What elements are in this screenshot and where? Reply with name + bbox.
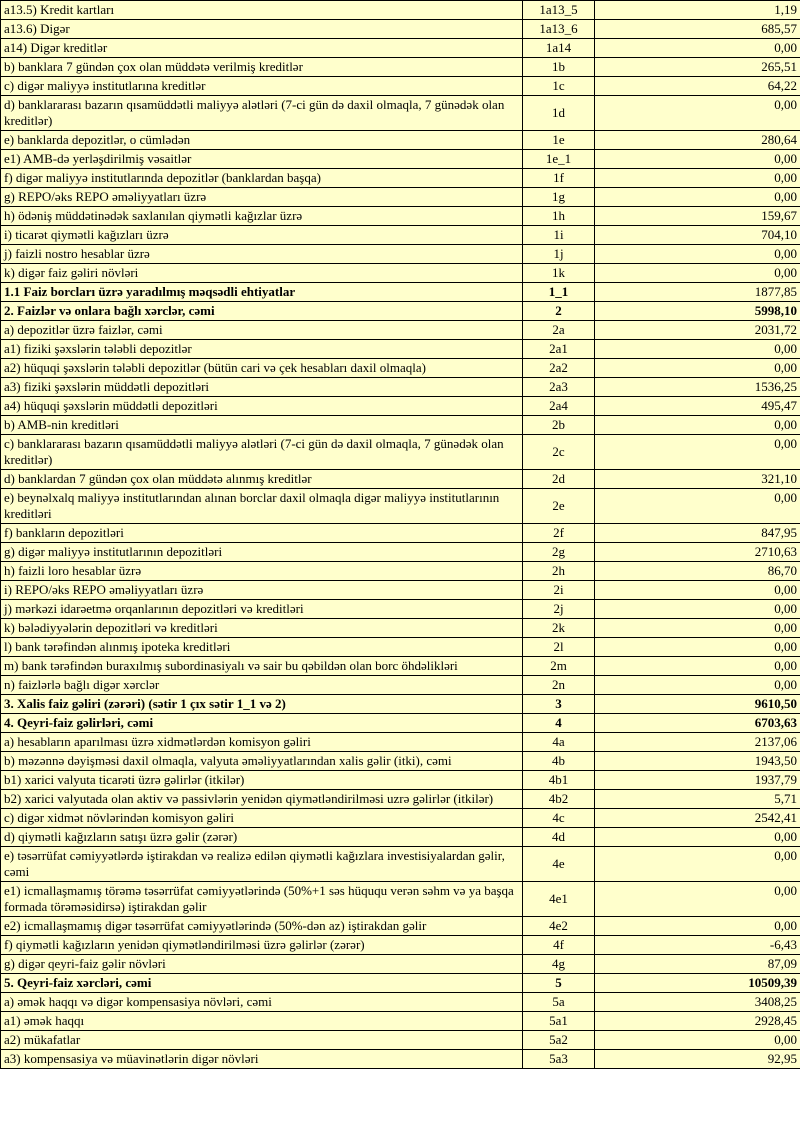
row-value-cell: 0,00 (595, 882, 800, 917)
table-row (1, 39, 800, 58)
table-row (1, 58, 800, 77)
row-description-cell: 1.1 Faiz borcları üzrə yaradılmış məqsədli ehtiyatlar (1, 283, 523, 302)
table-row (1, 600, 800, 619)
row-code-cell: 4c (523, 809, 595, 828)
row-description-cell: c) digər xidmət növlərindən komisyon gəliri (1, 809, 523, 828)
table-row (1, 1050, 800, 1069)
row-value-cell: 6703,63 (595, 714, 800, 733)
table-row (1, 676, 800, 695)
table-row (1, 752, 800, 771)
table-row (1, 489, 800, 524)
row-description-cell: d) banklardan 7 gündən çox olan müddətə alınmış kreditlər (1, 470, 523, 489)
row-description-cell: f) digər maliyyə institutlarında depozitlər (banklardan başqa) (1, 169, 523, 188)
row-value-cell: 2137,06 (595, 733, 800, 752)
row-description-cell: c) digər maliyyə institutlarına kreditlər (1, 77, 523, 96)
row-code-cell: 1_1 (523, 283, 595, 302)
row-description-cell: d) qiymətli kağızların satışı üzrə gəlir (zərər) (1, 828, 523, 847)
table-row (1, 695, 800, 714)
row-description-cell: i) ticarət qiymətli kağızları üzrə (1, 226, 523, 245)
table-row (1, 96, 800, 131)
row-value-cell: -6,43 (595, 936, 800, 955)
table-row (1, 882, 800, 917)
table-row (1, 619, 800, 638)
row-value-cell: 0,00 (595, 39, 800, 58)
table-row (1, 378, 800, 397)
row-code-cell: 4b1 (523, 771, 595, 790)
row-value-cell: 92,95 (595, 1050, 800, 1069)
row-description-cell: a3) kompensasiya və müavinətlərin digər növləri (1, 1050, 523, 1069)
row-code-cell: 2c (523, 435, 595, 470)
row-code-cell: 2f (523, 524, 595, 543)
row-description-cell: a2) hüquqi şəxslərin tələbli depozitlər (bütün cari və çek hesabları daxil olmaqla) (1, 359, 523, 378)
row-value-cell: 321,10 (595, 470, 800, 489)
row-code-cell: 2n (523, 676, 595, 695)
row-value-cell: 2710,63 (595, 543, 800, 562)
row-value-cell: 2928,45 (595, 1012, 800, 1031)
row-description-cell: h) faizli loro hesablar üzrə (1, 562, 523, 581)
row-description-cell: g) digər qeyri-faiz gəlir növləri (1, 955, 523, 974)
row-description-cell: a2) mükafatlar (1, 1031, 523, 1050)
row-description-cell: j) mərkəzi idarəetmə orqanlarının depozitləri və kreditləri (1, 600, 523, 619)
table-row (1, 416, 800, 435)
table-row (1, 809, 800, 828)
table-row (1, 207, 800, 226)
row-description-cell: f) qiymətli kağızların yenidən qiymətləndirilməsi üzrə gəlirlər (zərər) (1, 936, 523, 955)
row-value-cell: 0,00 (595, 435, 800, 470)
row-code-cell: 1g (523, 188, 595, 207)
row-value-cell: 495,47 (595, 397, 800, 416)
table-row (1, 397, 800, 416)
row-code-cell: 4 (523, 714, 595, 733)
row-code-cell: 1e (523, 131, 595, 150)
row-description-cell: a3) fiziki şəxslərin müddətli depozitləri (1, 378, 523, 397)
row-description-cell: g) digər maliyyə institutlarının depozitləri (1, 543, 523, 562)
row-code-cell: 1b (523, 58, 595, 77)
table-row (1, 77, 800, 96)
row-value-cell: 1536,25 (595, 378, 800, 397)
row-description-cell: a14) Digər kreditlər (1, 39, 523, 58)
table-row (1, 169, 800, 188)
row-value-cell: 0,00 (595, 847, 800, 882)
row-description-cell: n) faizlərlə bağlı digər xərclər (1, 676, 523, 695)
table-row (1, 974, 800, 993)
table-row (1, 524, 800, 543)
row-code-cell: 4b2 (523, 790, 595, 809)
row-description-cell: a1) əmək haqqı (1, 1012, 523, 1031)
table-row (1, 771, 800, 790)
row-description-cell: m) bank tərəfindən buraxılmış subordinasiyalı və sair bu qəbildən olan borc öhdəlikləri (1, 657, 523, 676)
row-description-cell: a13.6) Digər (1, 20, 523, 39)
row-description-cell: g) REPO/əks REPO əməliyyatları üzrə (1, 188, 523, 207)
table-row (1, 283, 800, 302)
table-row (1, 131, 800, 150)
row-code-cell: 1a13_6 (523, 20, 595, 39)
row-code-cell: 4e (523, 847, 595, 882)
row-description-cell: a1) fiziki şəxslərin tələbli depozitlər (1, 340, 523, 359)
table-row (1, 993, 800, 1012)
table-row (1, 1012, 800, 1031)
table-row (1, 264, 800, 283)
row-description-cell: k) digər faiz gəliri növləri (1, 264, 523, 283)
row-description-cell: e) banklarda depozitlər, o cümlədən (1, 131, 523, 150)
row-value-cell: 1,19 (595, 1, 800, 20)
row-value-cell: 280,64 (595, 131, 800, 150)
row-code-cell: 1i (523, 226, 595, 245)
row-code-cell: 2l (523, 638, 595, 657)
row-description-cell: e1) AMB-də yerləşdirilmiş vəsaitlər (1, 150, 523, 169)
row-code-cell: 5a1 (523, 1012, 595, 1031)
row-description-cell: a) əmək haqqı və digər kompensasiya növləri, cəmi (1, 993, 523, 1012)
row-value-cell: 2542,41 (595, 809, 800, 828)
row-value-cell: 159,67 (595, 207, 800, 226)
row-code-cell: 4d (523, 828, 595, 847)
row-code-cell: 2m (523, 657, 595, 676)
row-code-cell: 2a (523, 321, 595, 340)
table-row (1, 714, 800, 733)
row-code-cell: 2k (523, 619, 595, 638)
row-description-cell: a4) hüquqi şəxslərin müddətli depozitləri (1, 397, 523, 416)
row-description-cell: a) depozitlər üzrə faizlər, cəmi (1, 321, 523, 340)
row-value-cell: 0,00 (595, 638, 800, 657)
row-value-cell: 0,00 (595, 169, 800, 188)
row-code-cell: 2e (523, 489, 595, 524)
row-code-cell: 5a3 (523, 1050, 595, 1069)
row-code-cell: 5 (523, 974, 595, 993)
table-row (1, 340, 800, 359)
table-row (1, 1031, 800, 1050)
row-value-cell: 86,70 (595, 562, 800, 581)
row-code-cell: 2i (523, 581, 595, 600)
row-code-cell: 5a2 (523, 1031, 595, 1050)
row-code-cell: 2a3 (523, 378, 595, 397)
row-code-cell: 1e_1 (523, 150, 595, 169)
table-row (1, 470, 800, 489)
row-description-cell: f) bankların depozitləri (1, 524, 523, 543)
row-code-cell: 3 (523, 695, 595, 714)
row-description-cell: 5. Qeyri-faiz xərcləri, cəmi (1, 974, 523, 993)
table-row (1, 435, 800, 470)
row-description-cell: b2) xarici valyutada olan aktiv və passivlərin yenidən qiymətləndirilməsi uzrə gəlirlər (itkilər) (1, 790, 523, 809)
table-row (1, 955, 800, 974)
row-value-cell: 1943,50 (595, 752, 800, 771)
row-value-cell: 2031,72 (595, 321, 800, 340)
table-row (1, 917, 800, 936)
row-description-cell: 2. Faizlər və onlara bağlı xərclər, cəmi (1, 302, 523, 321)
row-code-cell: 1k (523, 264, 595, 283)
row-value-cell: 5,71 (595, 790, 800, 809)
row-code-cell: 4e2 (523, 917, 595, 936)
row-description-cell: j) faizli nostro hesablar üzrə (1, 245, 523, 264)
row-description-cell: 3. Xalis faiz gəliri (zərəri) (sətir 1 çıx sətir 1_1 və 2) (1, 695, 523, 714)
row-value-cell: 0,00 (595, 657, 800, 676)
table-row (1, 936, 800, 955)
table-row (1, 828, 800, 847)
row-code-cell: 2b (523, 416, 595, 435)
row-code-cell: 2j (523, 600, 595, 619)
row-description-cell: b) məzənnə dəyişməsi daxil olmaqla, valyuta əməliyyatlarından xalis gəlir (itki), cəmi (1, 752, 523, 771)
table-row (1, 302, 800, 321)
row-value-cell: 0,00 (595, 581, 800, 600)
row-description-cell: d) banklararası bazarın qısamüddətli maliyyə alətləri (7-ci gün də daxil olmaqla, 7 günədək olan kreditlər) (1, 96, 523, 131)
row-value-cell: 64,22 (595, 77, 800, 96)
row-value-cell: 87,09 (595, 955, 800, 974)
row-description-cell: a) hesabların aparılması üzrə xidmətlərdən komisyon gəliri (1, 733, 523, 752)
row-code-cell: 1h (523, 207, 595, 226)
row-description-cell: e2) icmallaşmamış digər təsərrüfat cəmiyyətlərində (50%-dən az) iştirakdan gəlir (1, 917, 523, 936)
table-row (1, 790, 800, 809)
row-value-cell: 0,00 (595, 245, 800, 264)
row-value-cell: 0,00 (595, 96, 800, 131)
row-value-cell: 0,00 (595, 600, 800, 619)
table-row (1, 321, 800, 340)
row-code-cell: 1f (523, 169, 595, 188)
row-value-cell: 5998,10 (595, 302, 800, 321)
row-value-cell: 1877,85 (595, 283, 800, 302)
row-code-cell: 2 (523, 302, 595, 321)
row-value-cell: 0,00 (595, 1031, 800, 1050)
row-description-cell: e) təsərrüfat cəmiyyətlərdə iştirakdan və realizə edilən qiymətli kağızlara investisiyalardan gəlir, cəmi (1, 847, 523, 882)
row-description-cell: c) banklararası bazarın qısamüddətli maliyyə alətləri (7-ci gün də daxil olmaqla, 7 günədək olan kreditlər) (1, 435, 523, 470)
table-row (1, 359, 800, 378)
row-value-cell: 265,51 (595, 58, 800, 77)
row-description-cell: e) beynəlxalq maliyyə institutlarından alınan borclar daxil olmaqla digər maliyyə institutlarının kreditləri (1, 489, 523, 524)
row-value-cell: 704,10 (595, 226, 800, 245)
row-value-cell: 685,57 (595, 20, 800, 39)
row-code-cell: 1c (523, 77, 595, 96)
row-value-cell: 10509,39 (595, 974, 800, 993)
row-value-cell: 1937,79 (595, 771, 800, 790)
row-code-cell: 1a13_5 (523, 1, 595, 20)
row-description-cell: b) AMB-nin kreditləri (1, 416, 523, 435)
row-value-cell: 0,00 (595, 489, 800, 524)
table-row (1, 638, 800, 657)
row-description-cell: e1) icmallaşmamış törəmə təsərrüfat cəmiyyətlərində (50%+1 səs hüququ verən səhm və ya başqa formada törəməsidirsə) iştirakdan gəlir (1, 882, 523, 917)
table-row (1, 245, 800, 264)
row-value-cell: 0,00 (595, 359, 800, 378)
row-description-cell: a13.5) Kredit kartları (1, 1, 523, 20)
row-value-cell: 0,00 (595, 188, 800, 207)
row-description-cell: l) bank tərəfindən alınmış ipoteka kreditləri (1, 638, 523, 657)
row-value-cell: 0,00 (595, 828, 800, 847)
row-value-cell: 0,00 (595, 340, 800, 359)
row-value-cell: 0,00 (595, 150, 800, 169)
row-code-cell: 4b (523, 752, 595, 771)
row-code-cell: 1j (523, 245, 595, 264)
table-row (1, 543, 800, 562)
table-row (1, 226, 800, 245)
row-code-cell: 2a1 (523, 340, 595, 359)
row-description-cell: i) REPO/əks REPO əməliyyatları üzrə (1, 581, 523, 600)
row-code-cell: 1a14 (523, 39, 595, 58)
table-row (1, 150, 800, 169)
row-value-cell: 9610,50 (595, 695, 800, 714)
row-code-cell: 2h (523, 562, 595, 581)
row-value-cell: 3408,25 (595, 993, 800, 1012)
row-code-cell: 4f (523, 936, 595, 955)
row-value-cell: 0,00 (595, 676, 800, 695)
row-description-cell: k) bələdiyyələrin depozitləri və kreditləri (1, 619, 523, 638)
row-value-cell: 0,00 (595, 619, 800, 638)
row-code-cell: 4g (523, 955, 595, 974)
table-row (1, 1, 800, 20)
row-description-cell: h) ödəniş müddətinədək saxlanılan qiymətli kağızlar üzrə (1, 207, 523, 226)
table-row (1, 20, 800, 39)
row-value-cell: 0,00 (595, 917, 800, 936)
table-row (1, 657, 800, 676)
row-value-cell: 0,00 (595, 264, 800, 283)
row-code-cell: 2d (523, 470, 595, 489)
row-description-cell: b) banklara 7 gündən çox olan müddətə verilmiş kreditlər (1, 58, 523, 77)
table-row (1, 581, 800, 600)
table-row (1, 733, 800, 752)
row-code-cell: 4e1 (523, 882, 595, 917)
table-body (1, 1, 800, 1069)
row-code-cell: 5a (523, 993, 595, 1012)
row-value-cell: 0,00 (595, 416, 800, 435)
row-code-cell: 2a4 (523, 397, 595, 416)
table-row (1, 847, 800, 882)
row-value-cell: 847,95 (595, 524, 800, 543)
row-description-cell: b1) xarici valyuta ticarəti üzrə gəlirlər (itkilər) (1, 771, 523, 790)
row-code-cell: 4a (523, 733, 595, 752)
table-row (1, 562, 800, 581)
row-description-cell: 4. Qeyri-faiz gəlirləri, cəmi (1, 714, 523, 733)
row-code-cell: 2g (523, 543, 595, 562)
row-code-cell: 1d (523, 96, 595, 131)
row-code-cell: 2a2 (523, 359, 595, 378)
table-row (1, 188, 800, 207)
